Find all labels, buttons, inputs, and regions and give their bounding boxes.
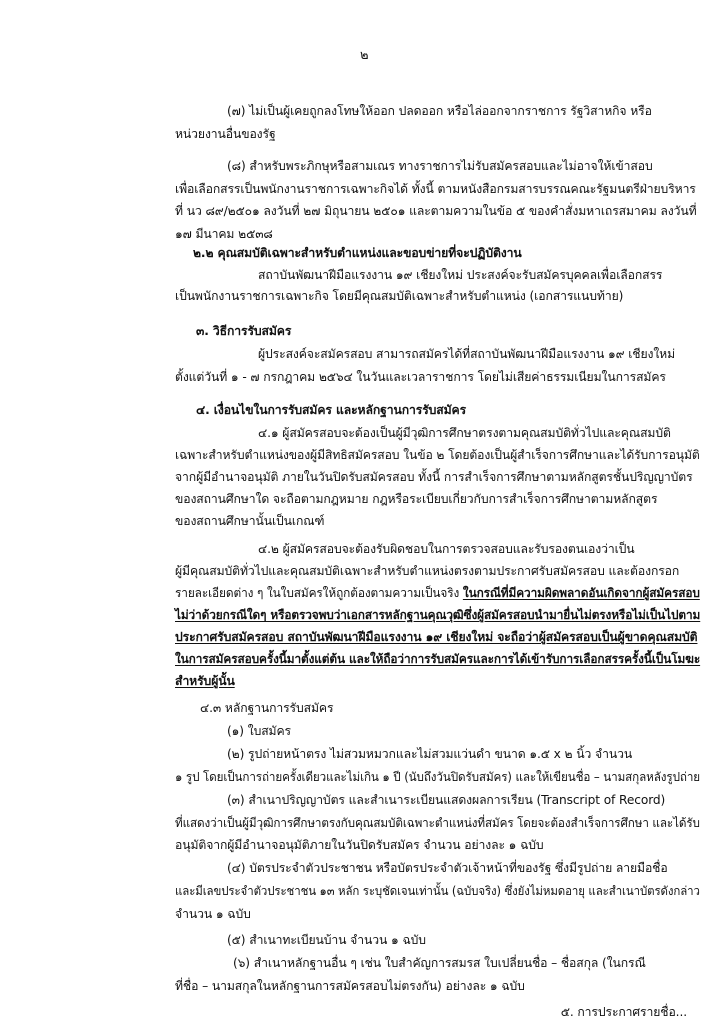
item-8-line-4: ๑๗ มีนาคม ๒๕๓๘ (175, 227, 273, 241)
evidence-2-line-2: ๑ รูป โดยเป็นการถ่ายครั้งเดียวและไม่เกิน ๑ ปี (นับถึงวันปิดรับสมัคร) และให้เขียนชื่อ – นามสกุลหลังรูปถ่าย (175, 770, 701, 784)
para-4-1-line-4: ของสถานศึกษาใด จะถือตามกฎหมาย กฎหรือระเบียบเกี่ยวกับการสำเร็จการศึกษาตามหลักสูตร (175, 492, 658, 506)
para-4-2-line-6: ในการสมัครสอบครั้งนี้มาตั้งแต่ต้น และให้ถือว่าการรับสมัครและการได้เข้ารับการเลือกสรรครั้งนี้เป็นโมฆะ (175, 652, 701, 666)
para-4-2-line-4: ไม่ว่าด้วยกรณีใดๆ หรือตรวจพบว่าเอกสารหลักฐานคุณวุฒิซึ่งผู้สมัครสอบนำมายื่นไม่ตรงหรือไม่เป็นไปตาม (175, 608, 701, 622)
evidence-4-line-3: จำนวน ๑ ฉบับ (175, 907, 251, 921)
para-4-1-line-2: เฉพาะสำหรับตำแหน่งของผู้มีสิทธิสมัครสอบ ในข้อ ๒ โดยต้องเป็นผู้สำเร็จการศึกษาและได้รับการอนุมัติ (175, 448, 700, 462)
para-4-2-line-3 (175, 585, 700, 601)
item-7-line-1: (๗) ไม่เป็นผู้เคยถูกลงโทษให้ออก ปลดออก หรือไล่ออกจากราชการ รัฐวิสาหกิจ หรือ (227, 104, 652, 118)
evidence-3-line-3: อนุมัติจากผู้มีอำนาจอนุมัติภายในวันปิดรับสมัคร จำนวน อย่างละ ๑ ฉบับ (175, 838, 544, 852)
evidence-1: (๑) ใบสมัคร (227, 724, 291, 738)
para-4-1-line-5: ของสถานศึกษานั้นเป็นเกณฑ์ (175, 514, 325, 528)
para-4-2-line-1: ๔.๒ ผู้สมัครสอบจะต้องรับผิดชอบในการตรวจสอบและรับรองตนเองว่าเป็น (258, 542, 635, 556)
evidence-4-line-1: (๔) บัตรประจำตัวประชาชน หรือบัตรประจำตัวเจ้าหน้าที่ของรัฐ ซึ่งมีรูปถ่าย ลายมือชื่อ (227, 861, 668, 875)
section-3-line-2: ตั้งแต่วันที่ ๑ - ๗ กรกฎาคม ๒๕๖๔ ในวันและเวลาราชการ โดยไม่เสียค่าธรรมเนียมในการสมัคร (175, 370, 666, 384)
section-2-2-line-2: เป็นพนักงานราชการเฉพาะกิจ โดยมีคุณสมบัติเฉพาะสำหรับตำแหน่ง (เอกสารแนบท้าย) (175, 289, 624, 303)
evidence-6-line-2: ที่ชื่อ – นามสกุลในหลักฐานการสมัครสอบไม่ตรงกัน) อย่างละ ๑ ฉบับ (175, 979, 525, 993)
para-4-2-line-3-emphasis: ในกรณีที่มีความผิดพลาดอันเกิดจากผู้สมัครสอบ (462, 586, 700, 600)
para-4-2-line-7: สำหรับผู้นั้น (175, 674, 235, 688)
para-4-2-line-3-plain: รายละเอียดต่าง ๆ ในใบสมัครให้ถูกต้องตามความเป็นจริง (175, 586, 463, 600)
evidence-5: (๕) สำเนาทะเบียนบ้าน จำนวน ๑ ฉบับ (227, 933, 426, 947)
item-8-line-3: ที่ นว ๘๙/๒๕๐๑ ลงวันที่ ๒๗ มิถุนายน ๒๕๐๑ และตามความในข้อ ๕ ของคำสั่งมหาเถรสมาคม ลงวันที่ (175, 204, 697, 218)
evidence-3-line-1: (๓) สำเนาปริญญาบัตร และสำเนาระเบียนแสดงผลการเรียน (Transcript of Record) (227, 793, 666, 807)
section-2-2-heading: ๒.๒ คุณสมบัติเฉพาะสำหรับตำแหน่งและขอบข่ายที่จะปฏิบัติงาน (193, 246, 522, 260)
para-4-2-line-2: ผู้มีคุณสมบัติทั่วไปและคุณสมบัติเฉพาะสำหรับตำแหน่งตรงตามประกาศรับสมัครสอบ และต้องกรอก (175, 564, 680, 578)
section-3-heading: ๓. วิธีการรับสมัคร (196, 324, 292, 338)
evidence-4-line-2: และมีเลขประจำตัวประชาชน ๑๓ หลัก ระบุชัดเจนเท่านั้น (ฉบับจริง) ซึ่งยังไม่หมดอายุ และสำเนาบัตรดังกล่าว (175, 884, 700, 898)
section-4-heading: ๔. เงื่อนไขในการรับสมัคร และหลักฐานการรับสมัคร (196, 403, 467, 417)
para-4-1-line-3: จากผู้มีอำนาจอนุมัติ ภายในวันปิดรับสมัครสอบ ทั้งนี้ การสำเร็จการศึกษาตามหลักสูตรชั้นปริญญาบัตร (175, 470, 693, 484)
para-4-1-line-1: ๔.๑ ผู้สมัครสอบจะต้องเป็นผู้มีวุฒิการศึกษาตรงตามคุณสมบัติทั่วไปและคุณสมบัติ (258, 426, 671, 440)
item-8-line-2: เพื่อเลือกสรรเป็นพนักงานราชการเฉพาะกิจได้ ทั้งนี้ ตามหนังสือกรมสารบรรณคณะรัฐมนตรีฝ่ายบริหาร (175, 182, 696, 196)
continuation-note: ๕. การประกาศรายชื่อ... (560, 1005, 687, 1019)
para-4-2-line-5: ประกาศรับสมัครสอบ สถาบันพัฒนาฝีมือแรงงาน ๑๙ เชียงใหม่ จะถือว่าผู้สมัครสอบเป็นผู้ขาดคุณสมบัติ (175, 630, 698, 644)
item-7-line-2: หน่วยงานอื่นของรัฐ (175, 127, 276, 141)
section-3-line-1: ผู้ประสงค์จะสมัครสอบ สามารถสมัครได้ที่สถาบันพัฒนาฝีมือแรงงาน ๑๙ เชียงใหม่ (258, 347, 676, 361)
section-2-2-line-1: สถาบันพัฒนาฝีมือแรงงาน ๑๙ เชียงใหม่ ประสงค์จะรับสมัครบุคคลเพื่อเลือกสรร (258, 268, 663, 282)
evidence-3-line-2: ที่แสดงว่าเป็นผู้มีวุฒิการศึกษาตรงกับคุณสมบัติเฉพาะตำแหน่งที่สมัคร โดยจะต้องสำเร็จการศึกษา และได้รับ (175, 816, 700, 830)
evidence-2-line-1: (๒) รูปถ่ายหน้าตรง ไม่สวมหมวกและไม่สวมแว่นดำ ขนาด ๑.๕ x ๒ นิ้ว จำนวน (227, 747, 633, 761)
item-8-line-1: (๘) สำหรับพระภิกษุหรือสามเณร ทางราชการไม่รับสมัครสอบและไม่อาจให้เข้าสอบ (227, 159, 653, 173)
page-number: ๒ (360, 48, 369, 63)
evidence-6-line-1: (๖) สำเนาหลักฐานอื่น ๆ เช่น ใบสำคัญการสมรส ใบเปลี่ยนชื่อ – ชื่อสกุล (ในกรณี (233, 956, 646, 970)
para-4-3-heading: ๔.๓ หลักฐานการรับสมัคร (200, 701, 334, 715)
